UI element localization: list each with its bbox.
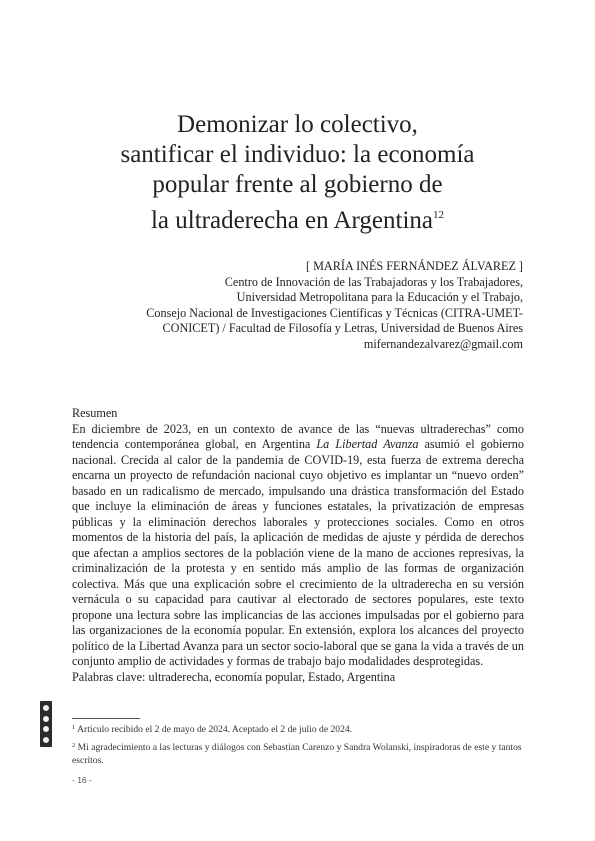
page-number: - 16 - <box>72 775 92 785</box>
title-line-2: santificar el individuo: la economía <box>120 141 475 168</box>
cc-icon <box>42 704 50 712</box>
footnote-1-mark: 1 <box>72 724 76 731</box>
affiliation-line-4: CONICET) / Facultad de Filosofía y Letras, Universidad de Buenos Aires <box>162 321 523 335</box>
title-line-1: Demonizar lo colectivo, <box>177 111 418 138</box>
title-line-4 <box>60 200 535 236</box>
abstract-text-part-1: En diciembre de 2023, en un contexto de avance de las “nuevas ultraderechas” como tendencia contemporánea global, en Argentina <box>72 421 524 451</box>
author-email[interactable]: mifernandezalvarez@gmail.com <box>363 336 523 351</box>
footnotes <box>72 721 524 767</box>
title-line-4-text: la ultraderecha en Argentina <box>150 207 434 234</box>
abstract-section <box>72 406 524 685</box>
keywords: Palabras clave: ultraderecha, economía popular, Estado, Argentina <box>72 669 396 684</box>
footnote-2-text: Mi agradecimiento a las lecturas y diálogos con Sebastian Carenzo y Sandra Wolanski, inspiradoras de este y tantos escritos. <box>72 742 522 766</box>
abstract-label: Resumen <box>72 406 118 420</box>
footnote-2 <box>72 739 524 767</box>
abstract-text-part-2: asumió el gobierno nacional. Crecida al calor de la pandemia de COVID-19, esta fuerza de extrema derecha encarna un proyecto de refundación nacional cuyo objetivo es implantar un “nuevo orden” basado en un radicalismo de mercado, impulsando una drástica transformación del Estado que incluye la eliminación de áreas y funciones estatales, la privatización de empresas públicas y la eliminación derechos laborales y protecciones sociales. Como en otros momentos de la historia del país, la aplicación de medidas de ajuste y pérdida de derechos que afectan a amplios sectores de la población viene de la mano de acciones represivas, la criminalización de la protesta y en sentido más amplio de las formas de organización colectiva. Más que una explicación sobre el crecimiento de la ultraderecha en su versión vernácula o su capacidad para cautivar al electorado de sectores populares, este texto propone una lectura sobre las implicancias de las acciones impulsadas por el gobierno para las organizaciones de la economía popular. En extensión, explora los alcances del proyecto político de la Libertad Avanza para un sector socio-laboral que se gana la vida a través de un conjunto amplio de actividades y formas de trabajo bajo modalidades desprotegidas. <box>72 437 524 668</box>
creative-commons-license-icon[interactable] <box>40 701 52 747</box>
article-title <box>60 110 535 236</box>
cc-by-icon <box>42 715 50 723</box>
title-footnote-marks: 12 <box>433 209 445 221</box>
cc-sa-icon <box>42 736 50 744</box>
abstract-italic-party-name: La Libertad Avanza <box>316 437 419 451</box>
affiliation-line-3: Consejo Nacional de Investigaciones Científicas y Técnicas (CITRA-UMET- <box>146 305 523 320</box>
author-block <box>83 259 523 352</box>
abstract-paragraph <box>72 422 524 670</box>
footnote-1 <box>72 721 524 736</box>
cc-nc-icon <box>42 725 50 733</box>
affiliation-line-2: Universidad Metropolitana para la Educación y el Trabajo, <box>236 290 523 304</box>
author-name: [ MARÍA INÉS FERNÁNDEZ ÁLVAREZ ] <box>305 259 523 273</box>
title-line-3: popular frente al gobierno de <box>152 171 443 198</box>
affiliation-line-1: Centro de Innovación de las Trabajadoras y los Trabajadores, <box>224 274 523 289</box>
footnote-2-mark: 2 <box>72 742 76 749</box>
footnote-divider <box>72 718 140 719</box>
footnote-1-text: Artículo recibido el 2 de mayo de 2024. Aceptado el 2 de julio de 2024. <box>75 724 353 735</box>
